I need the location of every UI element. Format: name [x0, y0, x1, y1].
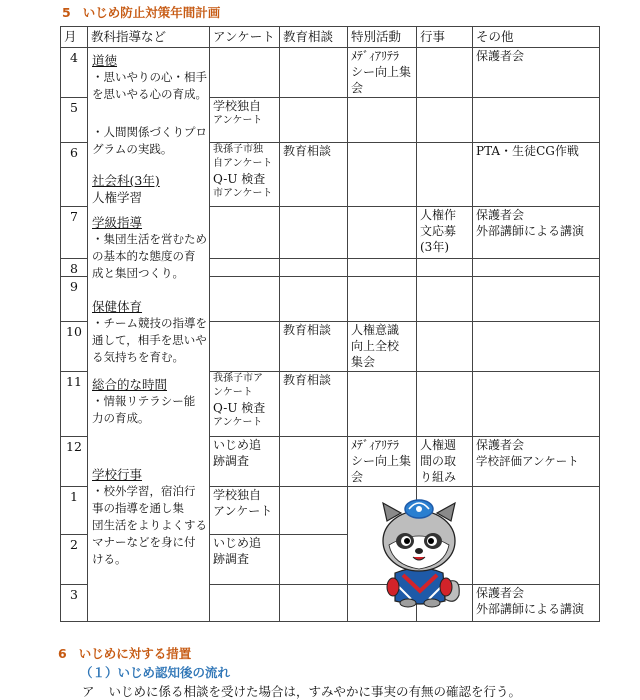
header-subject: 教科指導など: [88, 27, 210, 48]
survey-cell: [210, 207, 280, 259]
other-cell: [473, 98, 600, 143]
month-cell: 5: [61, 98, 88, 143]
cell-line: 跡調査: [213, 552, 250, 566]
cell-line: 教育相談: [283, 323, 332, 337]
other-cell: [473, 143, 600, 207]
subject-pe: [92, 298, 207, 376]
cell-line: シー向上集: [351, 65, 412, 79]
month-cell: 3: [61, 585, 88, 622]
cell-line: いじめ追: [213, 438, 262, 452]
activities-cell: [348, 372, 417, 437]
survey-cell: [210, 277, 280, 322]
subject-text: 人権学習: [92, 190, 143, 205]
subject-heading: 総合的な時間: [92, 377, 168, 392]
cell-line: り組み: [420, 470, 457, 484]
cell-line: 保護者会: [476, 586, 525, 600]
subject-integrated: [92, 376, 207, 466]
cell-line: 我孫子市独: [213, 144, 263, 155]
counseling-cell: [280, 437, 348, 487]
month-cell: 7: [61, 207, 88, 259]
activities-cell: [348, 143, 417, 207]
header-other: その他: [473, 27, 600, 48]
subject-text: 団生活をよりよくする: [92, 518, 207, 532]
cell-line: 外部講師による講演: [476, 224, 585, 238]
cell-line: ﾒﾃﾞｨｱﾘﾃﾗ: [351, 49, 400, 63]
cell-line: 会: [351, 81, 364, 95]
month-cell: 8: [61, 259, 88, 277]
other-cell: [473, 437, 600, 487]
table-row: [61, 48, 600, 98]
survey-cell: [210, 98, 280, 143]
survey-cell: [210, 585, 280, 622]
counseling-cell: [280, 372, 348, 437]
cell-line: アンケート: [213, 417, 263, 428]
cell-line: 学校独自: [213, 99, 262, 113]
other-cell: [473, 207, 600, 259]
subject-text: ・チーム競技の指導を: [92, 316, 207, 330]
activities-cell: [348, 98, 417, 143]
month-cell: 1: [61, 487, 88, 535]
counseling-cell: [280, 143, 348, 207]
events-cell: [417, 372, 473, 437]
other-cell: [473, 372, 600, 437]
item-marker: ア: [82, 684, 95, 699]
activities-cell: [348, 259, 417, 277]
month-cell: 12: [61, 437, 88, 487]
cell-line: 保護者会: [476, 438, 525, 452]
subsection-heading: （１）いじめ認知後の流れ: [80, 665, 231, 680]
other-cell: [473, 48, 600, 98]
section-number: 5: [62, 5, 71, 20]
cell-line: 市アンケート: [213, 188, 273, 199]
subject-moral: [92, 52, 207, 124]
survey-cell: [210, 143, 280, 207]
cell-line: 学校独自: [213, 488, 262, 502]
events-cell: [417, 98, 473, 143]
survey-cell: [210, 487, 280, 535]
header-month: 月: [61, 27, 88, 48]
section-title: いじめ防止対策年間計画: [82, 5, 221, 20]
subject-text: ・集団生活を営むため: [92, 232, 207, 246]
survey-cell: [210, 322, 280, 372]
events-cell: [417, 48, 473, 98]
subject-school-events: [92, 466, 207, 568]
cell-line: 集会: [351, 355, 376, 369]
subject-relations: [92, 124, 207, 172]
month-cell: 9: [61, 277, 88, 322]
mascot-illustration: [375, 495, 465, 610]
subject-heading: 道徳: [92, 53, 118, 68]
subject-text: グラムの実践。: [92, 142, 173, 156]
month-cell: 4: [61, 48, 88, 98]
header-activities: 特別活動: [348, 27, 417, 48]
other-cell: [473, 585, 600, 622]
subject-social: [92, 172, 207, 214]
other-cell: [473, 277, 600, 322]
cell-line: 我孫子市ア: [213, 373, 263, 384]
header-events: 行事: [417, 27, 473, 48]
cell-line: 跡調査: [213, 454, 250, 468]
survey-cell: [210, 372, 280, 437]
subject-text: を思いやる心の育成。: [92, 87, 207, 101]
other-cell: [473, 535, 600, 585]
section-title: いじめに対する措置: [78, 646, 192, 661]
subject-heading: 保健体育: [92, 299, 143, 314]
counseling-cell: [280, 585, 348, 622]
cell-line: Q-U 検査: [213, 401, 266, 415]
events-cell: [417, 259, 473, 277]
subject-text: ・情報リテラシー能: [92, 394, 196, 408]
annual-plan-table: [60, 26, 600, 622]
events-cell: [417, 207, 473, 259]
cell-line: 会: [351, 470, 364, 484]
subject-text: 成と集団つくり。: [92, 266, 184, 280]
cell-line: 保護者会: [476, 49, 525, 63]
item-text: いじめに係る相談を受けた場合は，すみやかに事実の有無の確認を行う。: [108, 684, 522, 699]
cell-line: 教育相談: [283, 373, 332, 387]
subject-text: 事の指導を通し集: [92, 501, 184, 515]
counseling-cell: [280, 322, 348, 372]
subject-text: ける。: [92, 552, 127, 566]
section-number: 6: [58, 646, 67, 661]
survey-cell: [210, 437, 280, 487]
subject-column: [88, 48, 210, 622]
cell-line: アンケート: [213, 504, 273, 518]
cell-line: 人権意識: [351, 323, 400, 337]
survey-cell: [210, 259, 280, 277]
cell-line: 保護者会: [476, 208, 525, 222]
cell-line: 教育相談: [283, 144, 332, 158]
subject-text: 力の育成。: [92, 411, 150, 425]
counseling-cell: [280, 98, 348, 143]
other-cell: [473, 322, 600, 372]
counseling-cell: [280, 207, 348, 259]
survey-cell: [210, 535, 280, 585]
subject-text: る気持ちを育む。: [92, 350, 184, 364]
events-cell: [417, 437, 473, 487]
cell-line: アンケート: [213, 115, 263, 126]
subject-text: マナーなどを身に付: [92, 535, 196, 549]
survey-cell: [210, 48, 280, 98]
month-cell: 2: [61, 535, 88, 585]
subject-text: ・人間関係づくりプロ: [92, 125, 207, 139]
other-cell: [473, 259, 600, 277]
events-cell: [417, 322, 473, 372]
month-cell: 10: [61, 322, 88, 372]
subject-text: ・思いやりの心・相手: [92, 70, 207, 84]
other-cell: [473, 487, 600, 535]
counseling-cell: [280, 535, 348, 585]
events-cell: [417, 143, 473, 207]
cell-line: ンケート: [213, 387, 253, 398]
header-counseling: 教育相談: [280, 27, 348, 48]
subject-text: の基本的な態度の育: [92, 249, 196, 263]
counseling-cell: [280, 48, 348, 98]
cell-line: 学校評価アンケート: [476, 454, 579, 468]
header-survey: アンケート: [210, 27, 280, 48]
month-cell: 11: [61, 372, 88, 437]
cell-line: いじめ追: [213, 536, 262, 550]
events-cell: [417, 277, 473, 322]
cell-line: 外部講師による講演: [476, 602, 585, 616]
subject-homeroom: [92, 214, 207, 298]
activities-cell: [348, 437, 417, 487]
section-5-heading: [62, 3, 220, 21]
cell-line: (3年): [420, 240, 449, 254]
table-header-row: [61, 27, 600, 48]
activities-cell: [348, 322, 417, 372]
subject-heading: 学校行事: [92, 467, 143, 482]
cell-line: Q-U 検査: [213, 172, 266, 186]
subject-text: 通して，相手を思いや: [92, 333, 207, 347]
month-cell: 6: [61, 143, 88, 207]
subject-text: ・校外学習，宿泊行: [92, 484, 196, 498]
counseling-cell: [280, 259, 348, 277]
counseling-cell: [280, 277, 348, 322]
activities-cell: [348, 277, 417, 322]
cell-line: ﾒﾃﾞｨｱﾘﾃﾗ: [351, 438, 400, 452]
subject-heading: 社会科(3年): [92, 173, 160, 188]
subject-heading: 学級指導: [92, 215, 143, 230]
cell-line: 間の取: [420, 454, 457, 468]
cell-line: PTA・生徒CG作戦: [476, 144, 579, 158]
section-6-heading: [58, 644, 191, 662]
cell-line: 人権週: [420, 438, 457, 452]
paragraph-item: [82, 682, 521, 700]
cell-line: 人権作: [420, 208, 457, 222]
cell-line: 向上全校: [351, 339, 400, 353]
activities-cell: [348, 48, 417, 98]
activities-cell: [348, 207, 417, 259]
cell-line: 文応募: [420, 224, 457, 238]
counseling-cell: [280, 487, 348, 535]
cell-line: シー向上集: [351, 454, 412, 468]
cell-line: 自アンケート: [213, 158, 273, 169]
